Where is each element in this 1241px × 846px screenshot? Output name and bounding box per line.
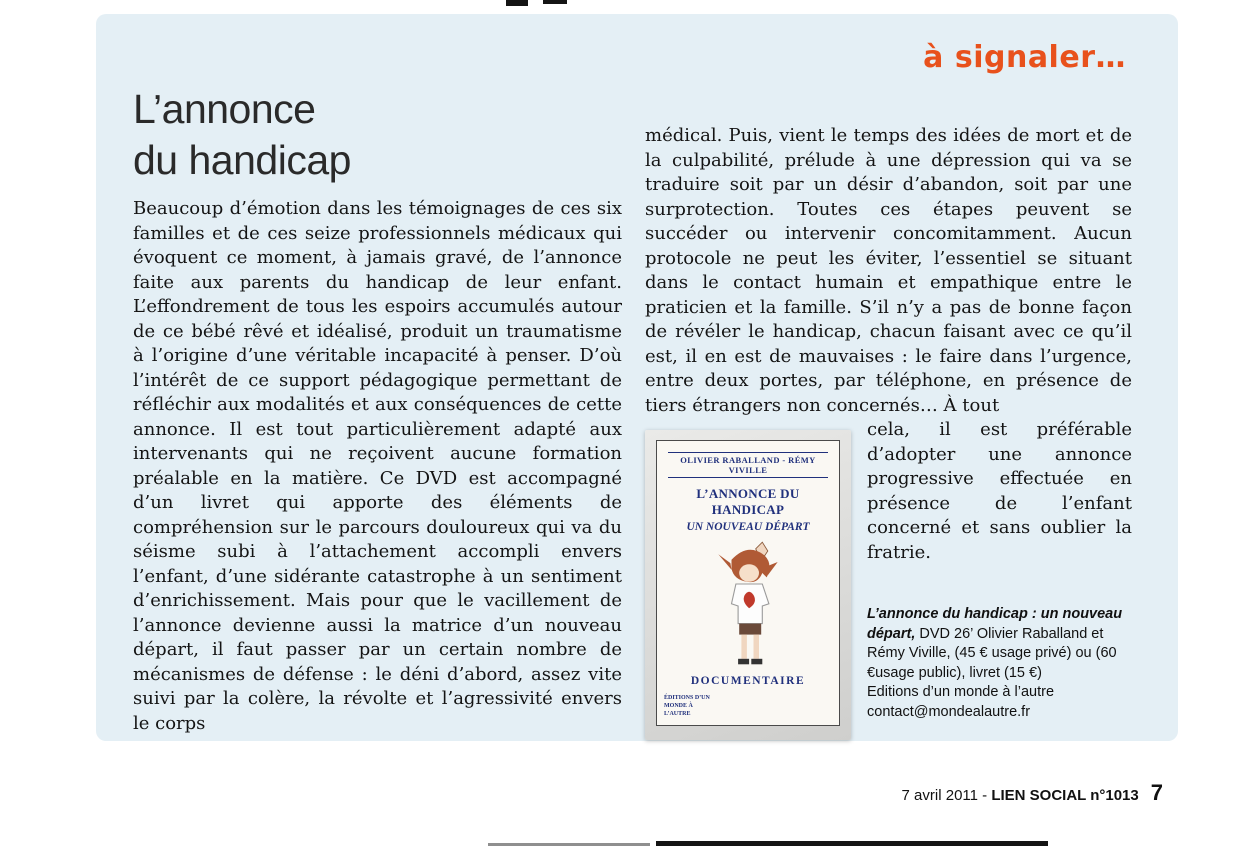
article-paragraph-left: Beaucoup d’émotion dans les témoignages de ces six familles et de ces seize professionnels médicaux qui évoquent ce moment, à jamais gravé, de l’annonce faite aux parents du handicap de leur enfant. L’effondrement de tous les espoirs accumulés autour de ce bébé rêvé et idéalisé, produit un traumatisme à l’origine d’une véritable incapacité à penser. D’où l’intérêt de ce support pédagogique permettant de réfléchir aux modalités et aux conséquences de cette annonce. Il est tout particulièrement adapté aux intervenants qui ne reçoivent aucune formation préalable en la matière. Ce DVD est accompagné d’un livret qui apporte des éléments de compréhension sur le parcours douloureux qui va du séisme subi à l’attachement accompli envers l’enfant, d’une sidérante catastrophe à un sentiment d’enrichissement. Mais pour que le vacillement de l’annonce devienne aussi la matrice d’un nouveau départ, il faut passer par un certain nombre de mécanismes de défense : le déni d’abord, assez vite suivi par la colère, la révolte et l’agressivité envers le corps bbox=[133, 198, 622, 734]
footer-publication: LIEN SOCIAL n°1013 bbox=[991, 787, 1139, 804]
left-column bbox=[133, 197, 622, 736]
footer-page-number: 7 bbox=[1150, 780, 1163, 805]
caption-email: contact@mondealautre.fr bbox=[867, 703, 1031, 720]
dvd-cover-photo bbox=[645, 430, 851, 740]
dvd-cover-illustration bbox=[692, 540, 804, 672]
dvd-title: L’ANNONCE DU HANDICAP bbox=[696, 486, 800, 517]
cover-footer bbox=[664, 694, 832, 718]
dvd-authors: OLIVIER RABALLAND - RÉMY VIVILLE bbox=[680, 455, 816, 475]
dvd-genre: DOCUMENTAIRE bbox=[690, 675, 806, 687]
article-paragraph-right-2: cela, il est préférable d’adopter une annonce progressive effectuée en présence de l’enfant concerné et sans oublier la fratrie. bbox=[867, 419, 1132, 563]
article-panel bbox=[96, 14, 1178, 741]
caption-publisher: Editions d’un monde à l’autre bbox=[867, 684, 1055, 700]
footer-date: 7 avril 2011 - bbox=[901, 787, 992, 804]
article-title bbox=[133, 84, 351, 186]
article-title-line-1: L’annonce bbox=[133, 86, 316, 132]
scan-artifact bbox=[506, 0, 528, 6]
right-column bbox=[645, 124, 1132, 746]
scan-artifact bbox=[543, 0, 567, 4]
cover-rule-bottom bbox=[668, 477, 828, 478]
dvd-publisher-logo: ÉDITIONS D’UN MONDE À L’AUTRE bbox=[664, 695, 710, 718]
dvd-cover bbox=[656, 440, 840, 726]
article-title-line-2: du handicap bbox=[133, 137, 351, 183]
article-paragraph-right-1: médical. Puis, vient le temps des idées de mort et de la culpabilité, prélude à une dépression qui va se traduire soit par un désir d’abandon, soit par une surprotection. Toutes ces étapes peuvent se succéder ou intervenir concomitamment. Aucun protocole ne peut les éviter, l’essentiel se situant dans le contact humain et empathique entre le praticien et la famille. S’il n’y a pas de bonne façon de révéler le handicap, chacun faisant avec ce qu’il est, il en est de mauvaises : le faire dans l’urgence, entre deux portes, par téléphone, en présence de tiers étrangers non concernés… À tout bbox=[645, 125, 1132, 416]
page-footer bbox=[902, 780, 1163, 806]
dvd-subtitle: UN NOUVEAU DÉPART bbox=[686, 521, 810, 533]
caption-details: DVD 26’ Olivier Raballand et Rémy Viville, (45 € usage privé) ou (60 €usage public), livret (15 €) bbox=[867, 625, 1117, 681]
cover-rule-top bbox=[668, 452, 828, 453]
caption-title: L’annonce du handicap : un nouveau départ, bbox=[867, 606, 1123, 642]
scan-artifact bbox=[656, 841, 1048, 846]
section-flag: à signaler… bbox=[923, 40, 1126, 75]
